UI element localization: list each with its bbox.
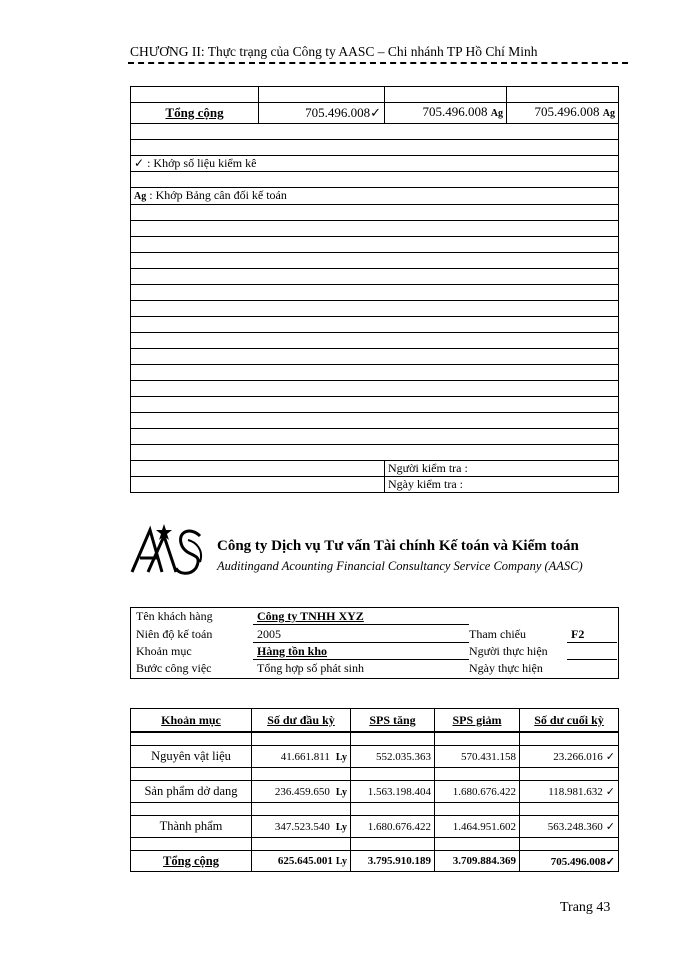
total-label: Tổng cộng xyxy=(131,103,259,124)
ly-mark: Ly xyxy=(335,751,347,763)
total-value-1: 705.496.008✓ xyxy=(259,103,385,124)
col-header: Số dư đầu kỳ xyxy=(252,709,351,733)
step-label: Bước công việc xyxy=(136,661,212,675)
client-value: Công ty TNHH XYZ xyxy=(257,609,364,623)
col-header: Khoản mục xyxy=(131,709,252,733)
inventory-summary-table xyxy=(130,708,619,872)
item-label: Khoản mục xyxy=(136,644,192,658)
cell-decrease: 1.464.951.602 xyxy=(435,816,520,838)
col-header: SPS tăng xyxy=(351,709,435,733)
page-number: Trang 43 xyxy=(560,900,611,915)
header-row xyxy=(131,709,619,733)
cell-decrease: 570.431.158 xyxy=(435,746,520,768)
cell-increase: 1.680.676.422 xyxy=(351,816,435,838)
ly-mark: Ly xyxy=(335,856,347,867)
ag-mark: Ag xyxy=(134,191,147,202)
check-mark-icon: ✓ xyxy=(370,105,381,120)
company-name-vi: Công ty Dịch vụ Tư vấn Tài chính Kế toán và Kiểm toán xyxy=(217,538,579,554)
table-row: Sản phẩm dở dang 236.459.650 Ly 1.563.198.404 1.680.676.422 118.981.632 ✓ xyxy=(131,781,619,803)
company-name-en: Auditingand Acounting Financial Consultancy Service Company (AASC) xyxy=(217,559,583,573)
total-decrease: 3.709.884.369 xyxy=(435,851,520,872)
date-label: Ngày thực hiện xyxy=(469,661,543,675)
row-name: Nguyên vật liệu xyxy=(131,746,252,768)
header-dashed-rule xyxy=(128,62,628,64)
total-row: Tổng cộng 625.645.001 Ly 3.795.910.189 3.709.884.369 705.496.008✓ xyxy=(131,851,619,872)
table-row: Thành phẩm 347.523.540 Ly 1.680.676.422 1.464.951.602 563.248.360 ✓ xyxy=(131,816,619,838)
engagement-info-box xyxy=(130,607,619,679)
total-increase: 3.795.910.189 xyxy=(351,851,435,872)
col-header: Số dư cuối kỳ xyxy=(520,709,619,733)
row-name: Sản phẩm dở dang xyxy=(131,781,252,803)
reviewer-label: Người kiểm tra : xyxy=(385,461,619,477)
inventory-count-table xyxy=(130,86,619,493)
check-mark-icon: ✓ xyxy=(134,156,145,170)
item-value: Hàng tồn kho xyxy=(257,644,328,658)
legend-tick: ✓ : Khớp số liệu kiểm kê xyxy=(131,156,619,172)
table-row: Nguyên vật liệu 41.661.811 Ly 552.035.363 570.431.158 23.266.016 ✓ xyxy=(131,746,619,768)
cell-increase: 552.035.363 xyxy=(351,746,435,768)
row-name: Thành phẩm xyxy=(131,816,252,838)
review-date-label: Ngày kiểm tra : xyxy=(385,477,619,493)
total-value-3: 705.496.008 Ag xyxy=(507,103,619,124)
check-mark-icon: ✓ xyxy=(605,786,615,798)
legend-ag: Ag : Khớp Bảng cân đối kế toán xyxy=(131,188,619,205)
ag-mark: Ag xyxy=(602,108,615,119)
col-header: SPS giảm xyxy=(435,709,520,733)
performer-label: Người thực hiện xyxy=(469,644,548,658)
total-value-2: 705.496.008 Ag xyxy=(385,103,507,124)
check-mark-icon: ✓ xyxy=(605,821,615,833)
ref-value: F2 xyxy=(571,627,585,641)
total-label: Tổng cộng xyxy=(131,851,252,872)
client-label: Tên khách hàng xyxy=(136,609,213,623)
step-value: Tổng hợp số phát sinh xyxy=(257,661,365,675)
check-mark-icon: ✓ xyxy=(605,855,615,868)
chapter-header: CHƯƠNG II: Thực trạng của Công ty AASC – Chi nhánh TP Hồ Chí Minh xyxy=(130,44,538,59)
ly-mark: Ly xyxy=(335,786,347,798)
period-value: 2005 xyxy=(257,627,281,641)
total-row xyxy=(131,103,619,124)
period-label: Niên độ kế toán xyxy=(136,627,213,641)
ly-mark: Ly xyxy=(335,821,347,833)
signature-blank xyxy=(131,477,385,493)
check-mark-icon: ✓ xyxy=(605,751,615,763)
ref-label: Tham chiếu xyxy=(469,627,526,641)
aasc-logo xyxy=(128,522,208,578)
signature-blank xyxy=(131,461,385,477)
cell-increase: 1.563.198.404 xyxy=(351,781,435,803)
ag-mark: Ag xyxy=(490,108,503,119)
blank-row xyxy=(131,87,619,103)
cell-decrease: 1.680.676.422 xyxy=(435,781,520,803)
